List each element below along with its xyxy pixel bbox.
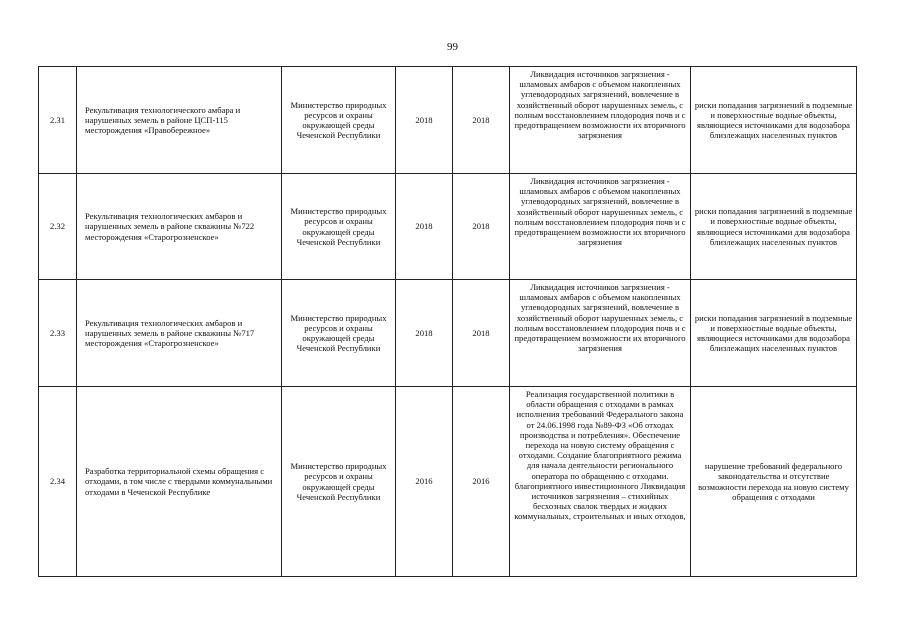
year-end: 2016 xyxy=(453,387,510,577)
measure-name: Рекультивация технологических амбаров и нарушенных земель в районе скважины №722 месторождения «Старогрозненское» xyxy=(77,174,282,280)
measure-name: Разработка территориальной схемы обращения с отходами, в том числе с твердыми коммунальными отходами в Чеченской Республике xyxy=(77,387,282,577)
table-row xyxy=(39,174,857,280)
row-number: 2.31 xyxy=(39,67,77,174)
expected-result: Ликвидация источников загрязнения - шламовых амбаров с объемом накопленных углеводородных загрязнений, вовлечение в хозяйственный оборот нарушенных земель, с полным восстановлением плодородия почв и с предотвращением возможности их вторичного загрязнения xyxy=(510,174,691,280)
measure-name: Рекультивация технологических амбаров и нарушенных земель в районе скважины №717 месторождения «Старогрозненское» xyxy=(77,280,282,387)
row-number: 2.34 xyxy=(39,387,77,577)
responsible-org: Министерство природных ресурсов и охраны окружающей среды Чеченской Республики xyxy=(282,280,396,387)
measure-name: Рекультивация технологического амбара и нарушенных земель в районе ЦСП-115 месторождения «Правобережное» xyxy=(77,67,282,174)
year-start: 2018 xyxy=(396,280,453,387)
year-start: 2016 xyxy=(396,387,453,577)
year-end: 2018 xyxy=(453,280,510,387)
expected-result: Ликвидация источников загрязнения - шламовых амбаров с объемом накопленных углеводородных загрязнений, вовлечение в хозяйственный оборот нарушенных земель, с полным восстановлением плодородия почв и с предотвращением возможности их вторичного загрязнения xyxy=(510,280,691,387)
expected-result: Ликвидация источников загрязнения - шламовых амбаров с объемом накопленных углеводородных загрязнений, вовлечение в хозяйственный оборот нарушенных земель, с полным восстановлением плодородия почв и с предотвращением возможности их вторичного загрязнения xyxy=(510,67,691,174)
risk-description: риски попадания загрязнений в подземные и поверхностные водные объекты, являющиеся источниками для водозабора близлежащих населенных пунктов xyxy=(691,67,857,174)
risk-description: риски попадания загрязнений в подземные и поверхностные водные объекты, являющиеся источниками для водозабора близлежащих населенных пунктов xyxy=(691,174,857,280)
expected-result: Реализация государственной политики в области обращения с отходами в рамках исполнения требований Федерального закона от 24.06.1998 года №89-ФЗ «Об отходах производства и потребления». Обеспечение перехода на новую систему обращения с отходами. Создание благоприятного режима для начала деятельности регионального оператора по обращению с отходами. благоприятного инвестиционного Ликвидация источников загрязнения – стихийных бесхозных свалок твердых и жидких коммунальных, строительных и иных отходов, xyxy=(510,387,691,577)
risk-description: нарушение требований федерального законодательства и отсутствие возможности перехода на новую систему обращения с отходами xyxy=(691,387,857,577)
responsible-org: Министерство природных ресурсов и охраны окружающей среды Чеченской Республики xyxy=(282,67,396,174)
row-number: 2.32 xyxy=(39,174,77,280)
program-table xyxy=(38,66,857,577)
row-number: 2.33 xyxy=(39,280,77,387)
responsible-org: Министерство природных ресурсов и охраны окружающей среды Чеченской Республики xyxy=(282,387,396,577)
table-row xyxy=(39,67,857,174)
year-start: 2018 xyxy=(396,67,453,174)
year-end: 2018 xyxy=(453,67,510,174)
year-start: 2018 xyxy=(396,174,453,280)
page-number: 99 xyxy=(447,41,458,53)
table-row xyxy=(39,387,857,577)
year-end: 2018 xyxy=(453,174,510,280)
table-row xyxy=(39,280,857,387)
risk-description: риски попадания загрязнений в подземные и поверхностные водные объекты, являющиеся источниками для водозабора близлежащих населенных пунктов xyxy=(691,280,857,387)
responsible-org: Министерство природных ресурсов и охраны окружающей среды Чеченской Республики xyxy=(282,174,396,280)
